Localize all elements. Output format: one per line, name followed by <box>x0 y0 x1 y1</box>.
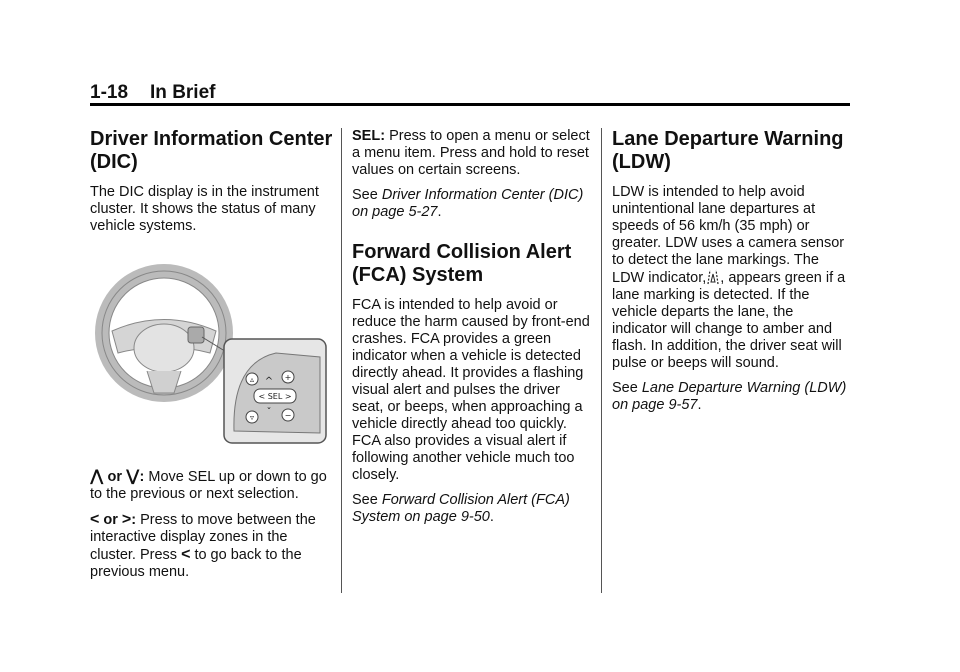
fca-body: FCA is intended to help avoid or reduce the harm caused by front-end crashes. FCA provides a green indicator when a vehicle is detected directly ahead. It provides a flashing visual alert and pulses the driver seat, or beeps, when approaching a vehicle directly ahead too quickly. FCA also provides a visual alert if following another vehicle much too closely. <box>352 297 590 483</box>
colon: : <box>131 512 137 528</box>
svg-text:ˇ: ˇ <box>266 407 272 418</box>
left-right-entry <box>90 511 334 581</box>
fca-reference <box>352 492 592 526</box>
ldw-reference <box>612 380 852 414</box>
colon: : <box>139 469 145 485</box>
period: . <box>697 397 702 413</box>
chevron-right-icon: > <box>121 511 132 528</box>
header-rule <box>90 103 850 106</box>
sel-label: SEL: <box>352 128 386 144</box>
column-fca <box>352 128 592 534</box>
ldw-body-2: , appears green if a lane marking is detected. If the vehicle departs the lane, the indicator will change to amber and flash. In addition, the driver seat will pulse or beeps will sound. <box>612 270 846 371</box>
svg-text:▵: ▵ <box>249 375 255 384</box>
sel-entry <box>352 128 592 179</box>
svg-text:< SEL >: < SEL > <box>258 392 292 401</box>
up-down-entry <box>90 468 334 503</box>
left-right-text-1: Press to move between the interactive display zones in the cluster. Press <box>90 512 316 563</box>
sel-text: Press to open a menu or select a menu item. Press and hold to reset values on certain screens. <box>352 128 590 178</box>
svg-text:^: ^ <box>264 376 274 387</box>
svg-text:+: + <box>284 373 292 382</box>
ldw-heading: Lane Departure Warning (LDW) <box>612 128 844 173</box>
dic-heading: Driver Information Center (DIC) <box>90 128 333 173</box>
fca-heading: Forward Collision Alert (FCA) System <box>352 241 572 286</box>
ldw-body <box>612 184 852 372</box>
chevron-down-icon: ⋁ <box>126 468 140 485</box>
or-label: or <box>107 469 123 485</box>
column-divider <box>601 128 602 593</box>
chevron-left-icon: < <box>181 546 191 563</box>
ldw-body-1: LDW is intended to help avoid unintentional lane departures at speeds of 56 km/h (35 mph) or greater. LDW uses a camera sensor to detect the lane markings. The LDW indicator, <box>612 184 845 286</box>
dic-page-reference: Driver Information Center (DIC) on page 5-27 <box>352 187 584 220</box>
see-label: See <box>352 492 378 508</box>
see-label: See <box>612 380 638 396</box>
column-divider <box>341 128 342 593</box>
period: . <box>489 509 494 525</box>
chevron-left-icon: < <box>90 511 100 528</box>
up-down-text: Move SEL up or down to go to the previous or next selection. <box>90 469 327 502</box>
dic-intro: The DIC display is in the instrument cluster. It shows the status of many vehicle systems. <box>90 184 319 234</box>
see-label: See <box>352 187 378 203</box>
fca-page-reference: Forward Collision Alert (FCA) System on page 9-50 <box>352 492 570 525</box>
chevron-up-icon: ⋀ <box>90 468 104 485</box>
column-dic <box>90 128 334 589</box>
column-ldw <box>612 128 852 422</box>
steering-wheel-controls-illustration <box>92 253 328 449</box>
svg-text:−: − <box>284 411 292 420</box>
svg-text:▿: ▿ <box>249 413 255 422</box>
dic-reference <box>352 187 592 221</box>
lane-departure-icon <box>706 269 720 285</box>
page-header <box>90 82 850 104</box>
page-number: 1-18 <box>90 82 129 103</box>
period: . <box>437 204 442 220</box>
or-label: or <box>103 512 118 528</box>
section-title: In Brief <box>150 82 216 103</box>
ldw-page-reference: Lane Departure Warning (LDW) on page 9-57 <box>612 380 847 413</box>
left-right-text-2: to go back to the previous menu. <box>90 547 302 580</box>
